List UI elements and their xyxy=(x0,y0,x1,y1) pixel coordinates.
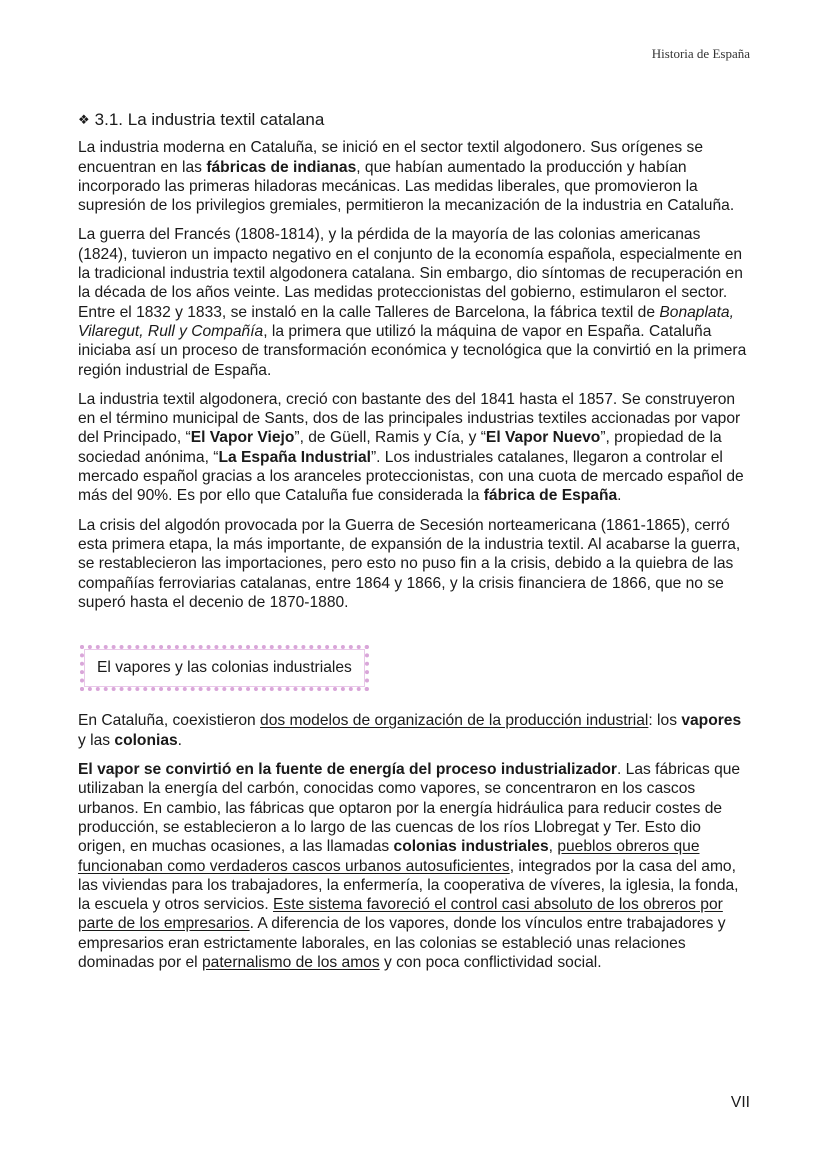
paragraph-vapor-colonias: El vapor se convirtió en la fuente de energía del proceso industrializador. Las fábricas que utilizaban la energía del carbón, conocidas como vapores, se concentraron en los cascos urbanos. En cambio, las fábricas que optaron por la energía hidráulica para reducir costes de producción, se establecieron a lo largo de las cuencas de los ríos Llobregat y Ter. Esto dio origen, en muchas ocasiones, a las llamadas colonias industriales, pueblos obreros que funcionaban como verdaderos cascos urbanos autosuficientes, integrados por la casa del amo, las viviendas para los trabajadores, la enfermería, la cooperativa de víveres, la iglesia, la fonda, la escuela y otros servicios. Este sistema favoreció el control casi absoluto de los obreros por parte de los empresarios. A diferencia de los vapores, donde los vínculos entre trabajadores y empresarios eran estrictamente laborales, en las colonias se estableció unas relaciones dominadas por el paternalismo de los amos y con poca conflictividad social. xyxy=(78,761,741,971)
subsection-box-wrapper xyxy=(80,645,750,691)
section-title: 3.1. La industria textil catalana xyxy=(94,110,325,129)
paragraph-origins: La industria moderna en Cataluña, se inició en el sector textil algodonero. Sus orígenes se encuentran en las fábricas de indianas, que habían aumentado la producción y habían incorporado las primeras hiladoras mecánicas. Las medidas liberales, que promovieron la supresión de los privilegios gremiales, permitieron la mecanización de la industria en Cataluña. xyxy=(78,139,735,215)
subsection-title-box: El vapores y las colonias industriales xyxy=(80,645,369,691)
diamond-bullet-icon: ❖ xyxy=(78,112,90,127)
paragraph-expansion: La industria textil algodonera, creció con bastante des del 1841 hasta el 1857. Se construyeron en el término municipal de Sants, dos de las principales industrias textiles accionadas por vapor del Principado, “El Vapor Viejo”, de Güell, Ramis y Cía, y “El Vapor Nuevo”, propiedad de la sociedad anónima, “La España Industrial”. Los industriales catalanes, llegaron a controlar el mercado español gracias a los aranceles proteccionistas, con una cuota de mercado español de más del 90%. Es por ello que Cataluña fue considerada la fábrica de España. xyxy=(78,390,744,505)
paragraph-crisis-algodon: La crisis del algodón provocada por la Guerra de Secesión norteamericana (1861-1865), cerró esta primera etapa, la más importante, de expansión de la industria textil. Al acabarse la guerra, se restablecieron las importaciones, pero esto no puso fin a la crisis, debido a la quiebra de las compañías ferroviarias catalanas, entre 1864 y 1866, y la crisis financiera de 1866, que no se superó hasta el decenio de 1870-1880. xyxy=(78,516,741,611)
paragraph-modelos: En Cataluña, coexistieron dos modelos de organización de la producción industrial: los vapores y las colonias. xyxy=(78,712,742,749)
paragraph-guerra-frances: La guerra del Francés (1808-1814), y la pérdida de la mayoría de las colonias americanas (1824), tuvieron un impacto negativo en el conjunto de la economía española, especialmente en la tradicional industria textil algodonera catalana. Sin embargo, dio síntomas de recuperación en la década de los años veinte. Las medidas proteccionistas del gobierno, estimularon el sector. Entre el 1832 y 1833, se instaló en la calle Talleres de Barcelona, la fábrica textil de Bonaplata, Vilaregut, Rull y Compañía, la primera que utilizó la máquina de vapor en España. Cataluña iniciaba así un proceso de transformación económica y tecnológica que la convirtió en la primera región industrial de España. xyxy=(78,226,747,379)
page-number: VII xyxy=(730,1094,750,1111)
section-heading xyxy=(78,110,750,129)
running-header: Historia de España xyxy=(651,46,750,61)
document-body xyxy=(78,110,750,982)
